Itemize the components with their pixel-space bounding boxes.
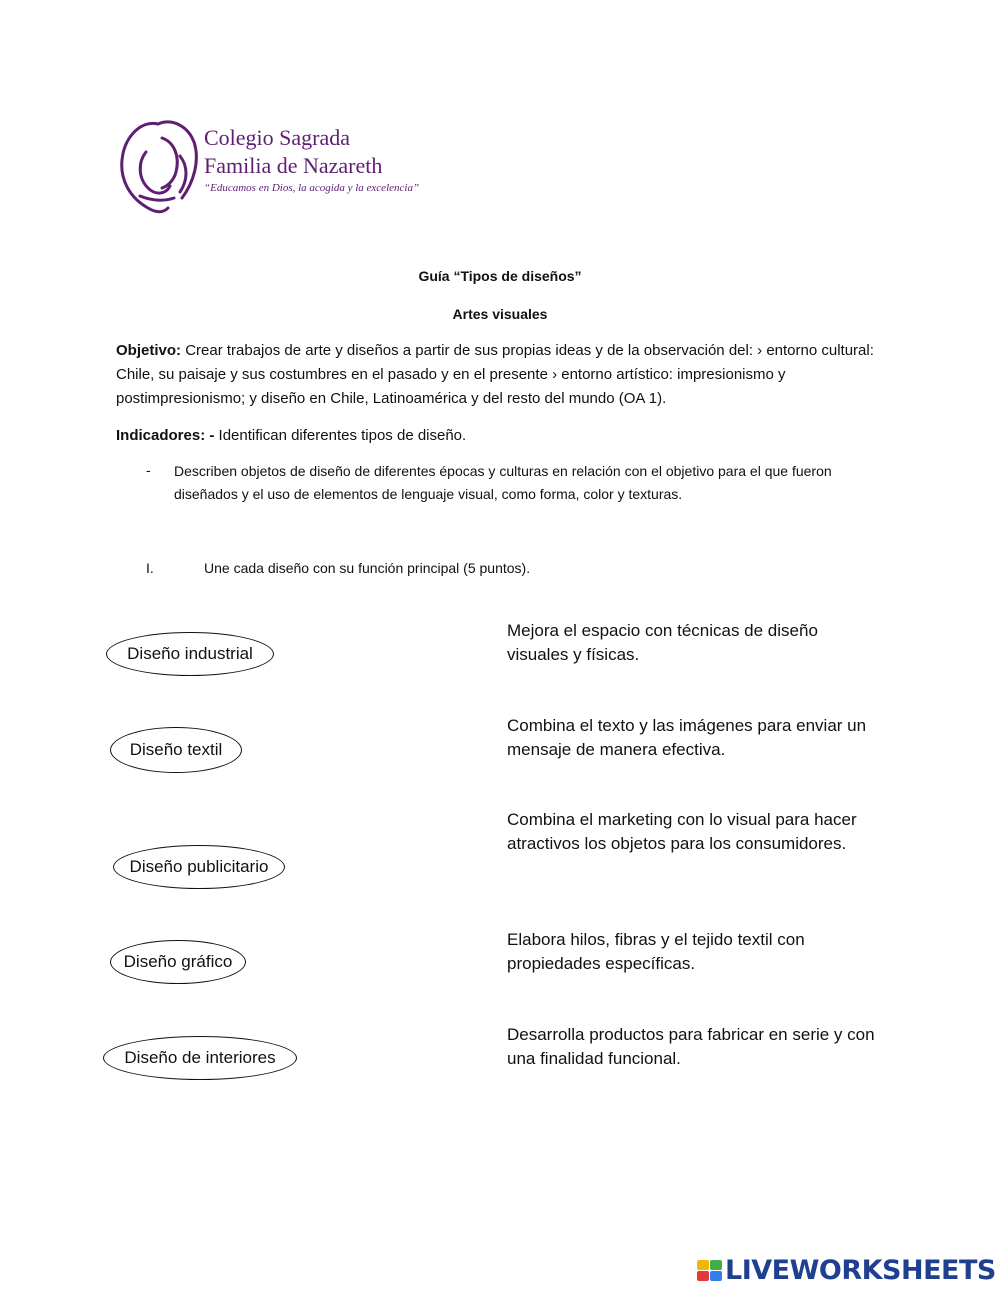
liveworksheets-wordmark: LIVEWORKSHEETS (725, 1254, 996, 1286)
holy-family-emblem-icon (118, 116, 202, 216)
school-name-line1: Colegio Sagrada (204, 125, 351, 150)
indicators-label: Indicadores: - (116, 427, 215, 444)
section-number: I. (146, 560, 154, 576)
definition-2: Combina el texto y las imágenes para enviar un mensaje de manera efectiva. (507, 716, 867, 759)
indicators-paragraph (116, 424, 896, 448)
objective-label: Objetivo: (116, 342, 182, 359)
school-logo (118, 116, 438, 216)
objective-paragraph (116, 339, 896, 411)
term-label: Diseño textil (129, 740, 223, 759)
term-label: Diseño de interiores (124, 1048, 276, 1067)
lw-blocks-icon (697, 1260, 722, 1281)
definition-1: Mejora el espacio con técnicas de diseño visuales y físicas. (507, 621, 818, 664)
definition-5: Desarrolla productos para fabricar en serie y con una finalidad funcional. (507, 1025, 875, 1068)
subject-title: Artes visuales (452, 306, 548, 322)
term-oval-grafico[interactable] (110, 940, 246, 984)
term-oval-publicitario[interactable] (113, 845, 285, 889)
term-oval-textil[interactable] (110, 727, 242, 773)
term-oval-interiores[interactable] (103, 1036, 297, 1080)
school-name-line2: Familia de Nazareth (204, 153, 383, 178)
bullet-dash: - (146, 462, 151, 478)
indicator-bullet-text: Describen objetos de diseño de diferentes épocas y culturas en relación con el objetivo para el que fueron diseñados y el uso de elementos de lenguaje visual, como forma, color y texturas. (174, 463, 832, 502)
section-instruction: Une cada diseño con su función principal (5 puntos). (204, 560, 531, 576)
term-label: Diseño industrial (127, 644, 253, 663)
school-motto: “Educamos en Dios, la acogida y la excelencia” (204, 182, 420, 194)
liveworksheets-logo (697, 1252, 996, 1288)
term-label: Diseño gráfico (123, 952, 233, 971)
guide-title: Guía “Tipos de diseños” (418, 268, 582, 284)
definition-4: Elabora hilos, fibras y el tejido textil con propiedades específicas. (507, 930, 805, 973)
definition-3: Combina el marketing con lo visual para hacer atractivos los objetos para los consumidores. (507, 810, 857, 853)
indicators-first: Identifican diferentes tipos de diseño. (218, 427, 467, 444)
term-label: Diseño publicitario (129, 857, 269, 876)
term-oval-industrial[interactable] (106, 632, 274, 676)
objective-text: Crear trabajos de arte y diseños a partir de sus propias ideas y de la observación del: › entorno cultural: Chile, su paisaje y sus costumbres en el pasado y en el presente › entorno artístico: impresionismo y postimpresionismo; y diseño en Chile, Latinoamérica y del resto del mundo (OA 1). (116, 342, 874, 407)
